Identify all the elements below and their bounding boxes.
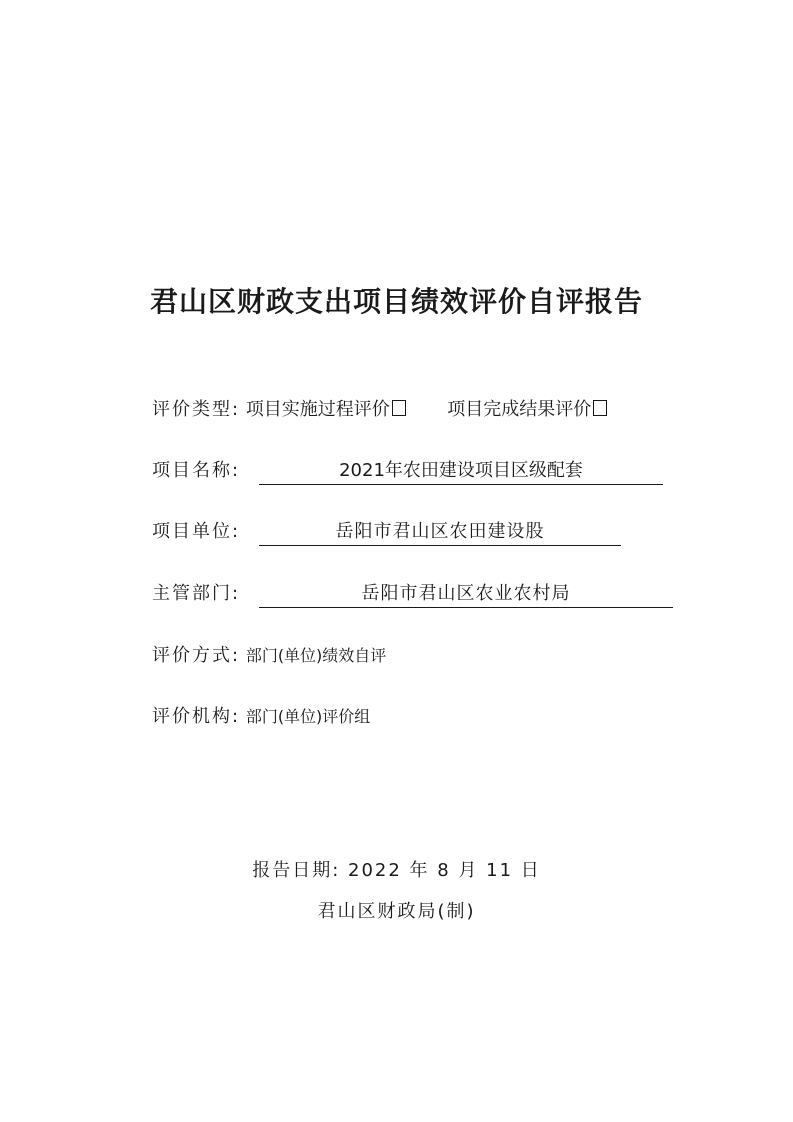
- eval-method-label: 评价方式:: [152, 645, 241, 666]
- eval-org-label: 评价机构:: [152, 706, 241, 727]
- eval-type-row: [152, 398, 607, 422]
- project-name-label: 项目名称:: [152, 460, 241, 481]
- eval-type-option-process[interactable]: [246, 398, 406, 422]
- checkbox-icon[interactable]: [593, 400, 607, 416]
- eval-type-option-process-label: 项目实施过程评价: [245, 399, 390, 420]
- document-title: 君山区财政支出项目绩效评价自评报告: [149, 285, 643, 318]
- eval-method-row: [152, 644, 386, 668]
- supervisor-field[interactable]: 岳阳市君山区农业农村局: [259, 582, 673, 608]
- eval-org-row: [152, 705, 370, 729]
- supervisor-label: 主管部门:: [152, 583, 241, 604]
- eval-type-label: 评价类型:: [152, 399, 241, 420]
- eval-type-option-result-label: 项目完成结果评价: [447, 399, 592, 420]
- eval-type-option-result[interactable]: [447, 398, 607, 422]
- checkbox-icon[interactable]: [392, 400, 406, 416]
- issuer: 君山区财政局(制): [317, 901, 476, 922]
- eval-org-value: 部门(单位)评价组: [245, 707, 371, 726]
- project-unit-field[interactable]: 岳阳市君山区农田建设股: [259, 520, 621, 546]
- project-unit-label: 项目单位:: [152, 521, 241, 542]
- report-date: 报告日期: 2022 年 8 月 11 日: [252, 860, 541, 881]
- project-name-row: [152, 459, 672, 487]
- project-unit-row: [152, 520, 672, 548]
- supervisor-row: [152, 582, 682, 610]
- eval-method-value: 部门(单位)绩效自评: [245, 646, 387, 665]
- project-name-field[interactable]: 2021年农田建设项目区级配套: [259, 459, 663, 485]
